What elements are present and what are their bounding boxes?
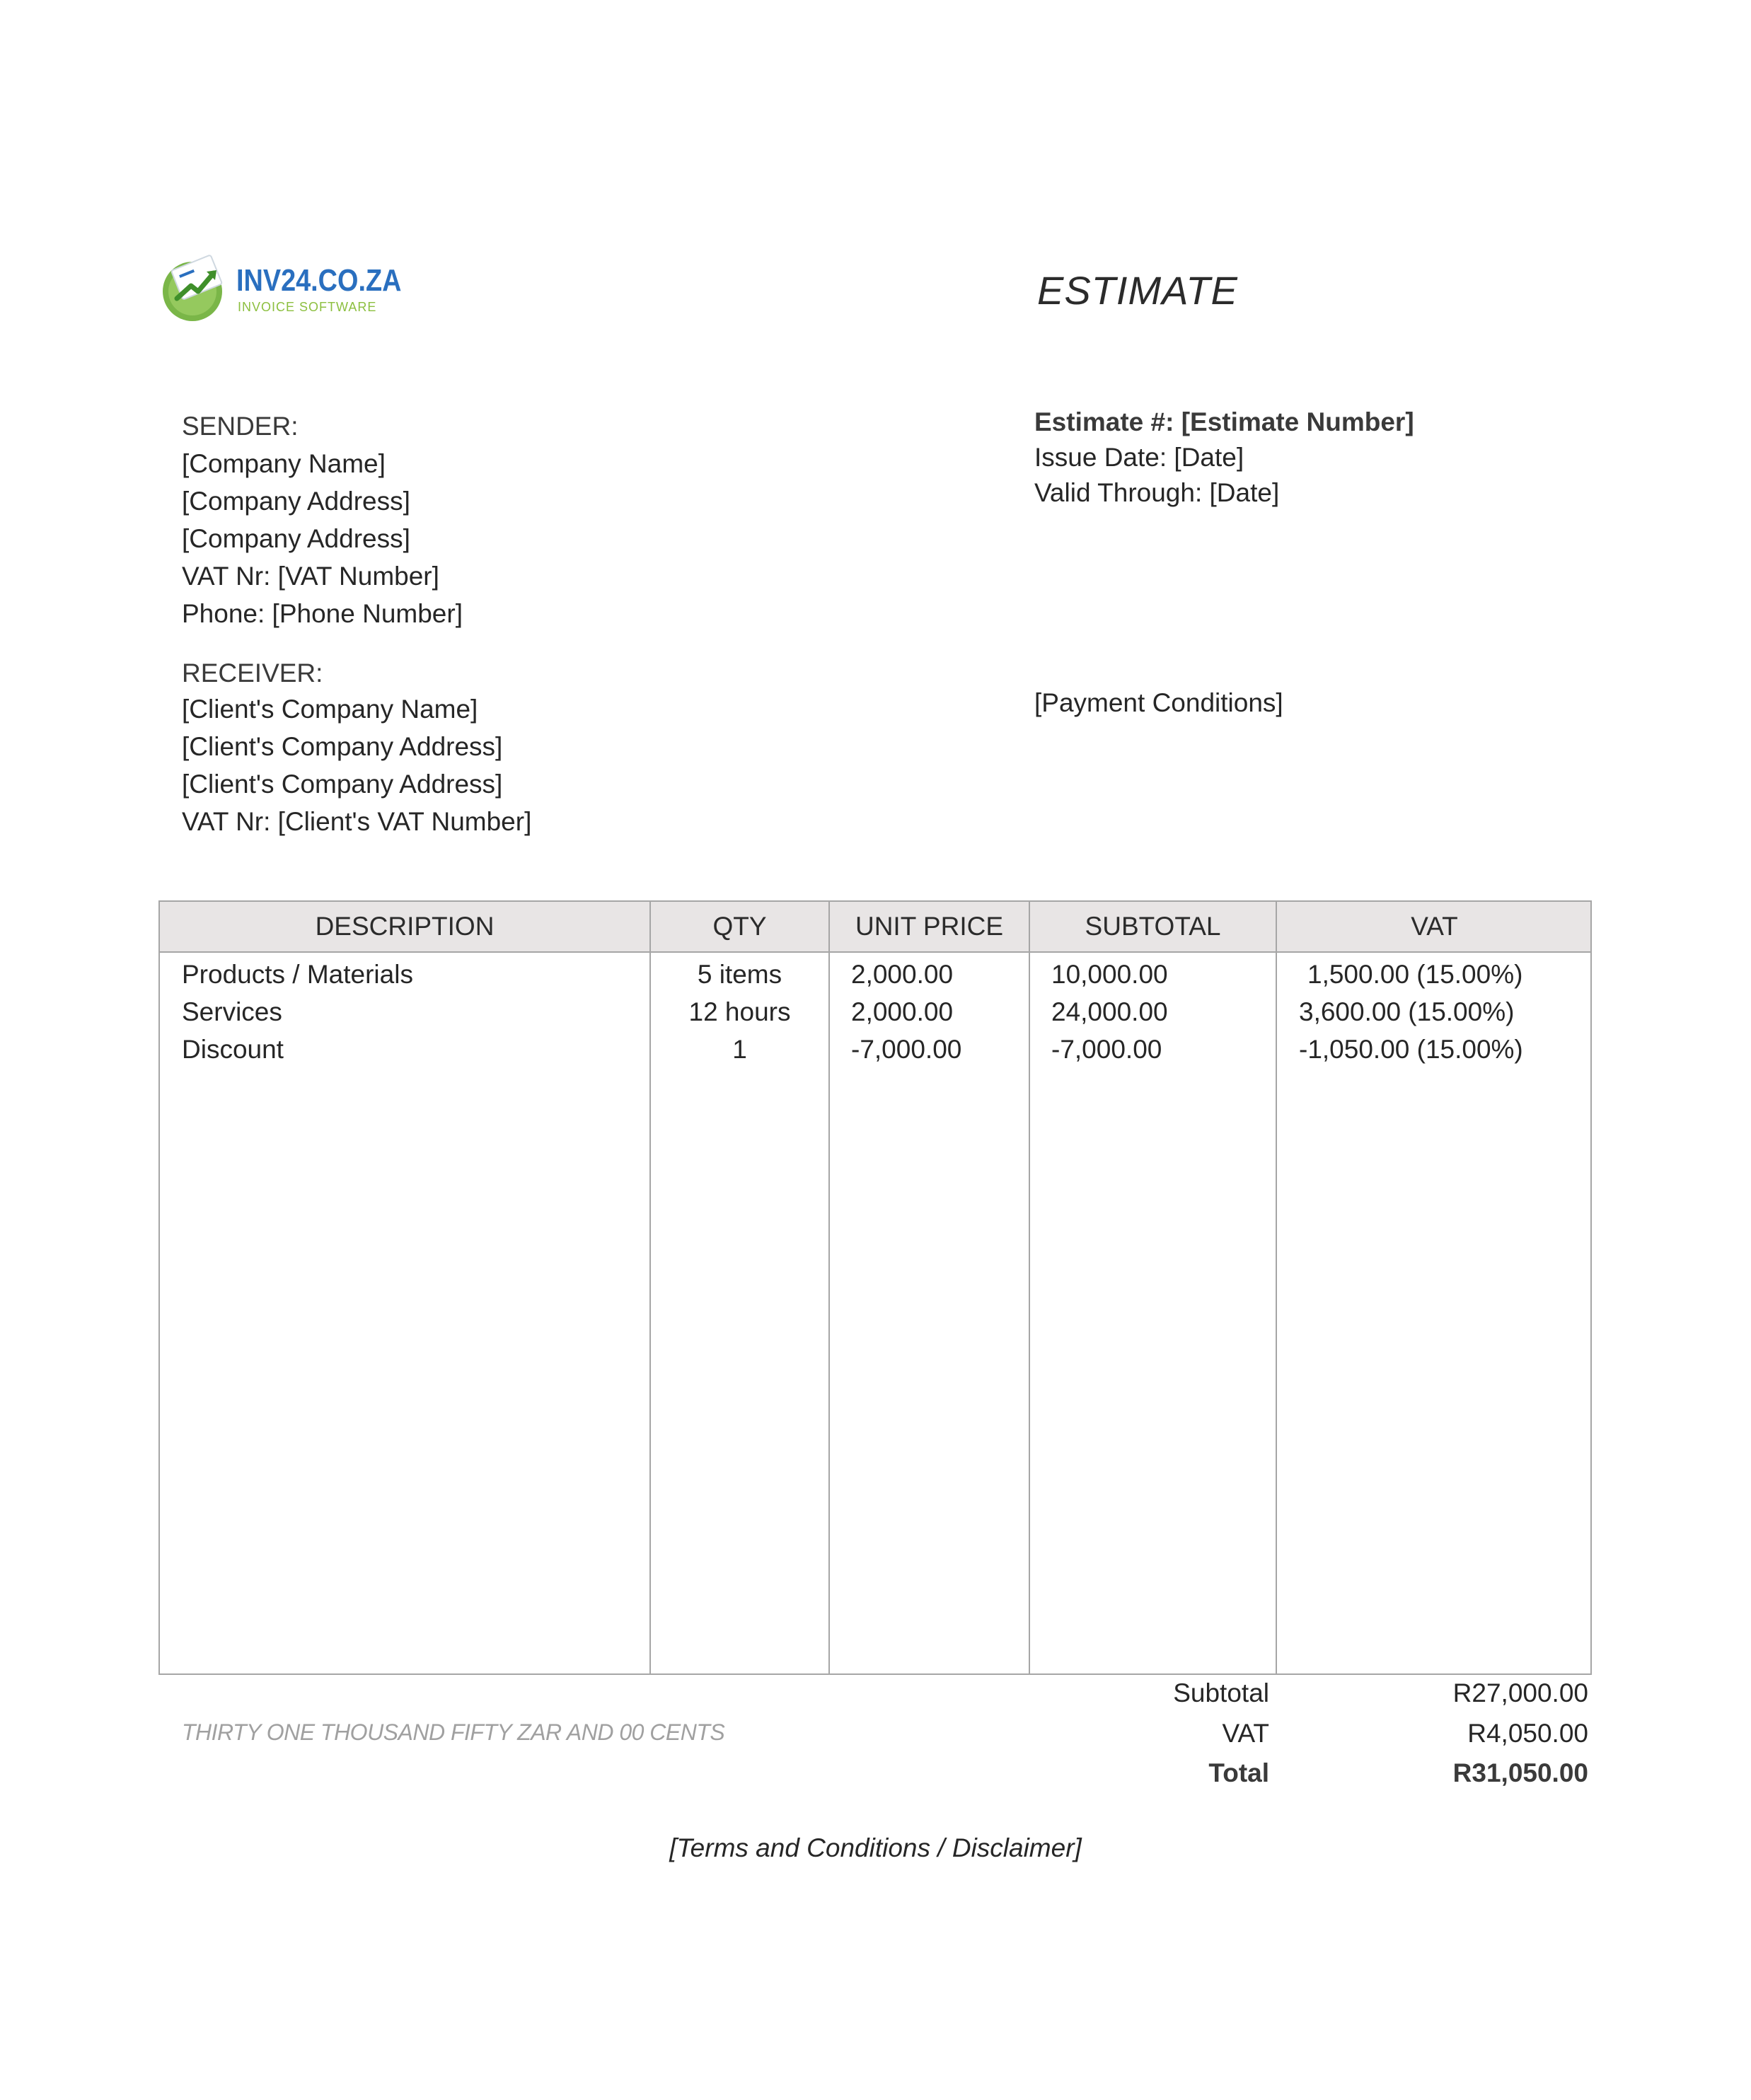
receiver-company-address-1: [Client's Company Address] [182,732,503,761]
sender-block [182,407,463,632]
row-1-qty: 5 items [697,960,782,989]
estimate-number: Estimate #: [Estimate Number] [1034,407,1414,436]
header-subtotal: SUBTOTAL [1085,912,1221,941]
sender-vat-number: VAT Nr: [VAT Number] [182,562,439,591]
logo-tagline: INVOICE SOFTWARE [238,300,377,314]
row-2-vat: 3,600.00 (15.00%) [1299,997,1515,1026]
header-vat: VAT [1411,912,1458,941]
row-1-subtotal: 10,000.00 [1051,960,1168,989]
column-divider [1029,902,1030,1673]
payment-conditions: [Payment Conditions] [1034,688,1283,717]
row-2-description: Services [182,997,282,1026]
logo-icon [160,252,233,323]
total-label: Total [1208,1758,1269,1787]
row-2-qty: 12 hours [688,997,791,1026]
issue-date: Issue Date: [Date] [1034,443,1244,472]
receiver-block [182,656,531,840]
sender-company-address-1: [Company Address] [182,487,410,516]
receiver-vat-number: VAT Nr: [Client's VAT Number] [182,807,532,836]
sender-heading: SENDER: [182,412,299,441]
valid-through: Valid Through: [Date] [1034,478,1280,507]
row-2-unit-price: 2,000.00 [851,997,954,1026]
amount-in-words: THIRTY ONE THOUSAND FIFTY ZAR AND 00 CENTS [182,1719,725,1745]
estimate-meta [1034,405,1414,511]
row-2-subtotal: 24,000.00 [1051,997,1168,1026]
column-divider [1276,902,1277,1673]
row-1-unit-price: 2,000.00 [851,960,954,989]
row-3-vat: -1,050.00 (15.00%) [1299,1035,1523,1064]
header-qty: QTY [712,912,767,941]
total-value: R31,050.00 [1452,1758,1588,1787]
header-unit-price: UNIT PRICE [855,912,1003,941]
sender-phone: Phone: [Phone Number] [182,599,463,628]
terms-and-conditions: [Terms and Conditions / Disclaimer] [669,1833,1082,1862]
logo-name: INV24.CO.ZA [236,263,402,298]
row-1-vat: 1,500.00 (15.00%) [1307,960,1523,989]
subtotal-label: Subtotal [1173,1678,1269,1707]
row-3-unit-price: -7,000.00 [851,1035,962,1064]
header-description: DESCRIPTION [315,912,495,941]
sender-company-name: [Company Name] [182,449,386,478]
receiver-company-name: [Client's Company Name] [182,695,478,724]
sender-company-address-2: [Company Address] [182,524,410,553]
row-1-description: Products / Materials [182,960,413,989]
column-divider [828,902,830,1673]
row-3-description: Discount [182,1035,284,1064]
line-items-table [158,900,1592,1675]
vat-value: R4,050.00 [1467,1719,1588,1748]
row-3-qty: 1 [732,1035,747,1064]
subtotal-value: R27,000.00 [1452,1678,1588,1707]
row-3-subtotal: -7,000.00 [1051,1035,1162,1064]
vat-label: VAT [1222,1719,1269,1748]
receiver-heading: RECEIVER: [182,659,323,688]
document-title: ESTIMATE [1037,268,1238,313]
receiver-company-address-2: [Client's Company Address] [182,770,503,799]
